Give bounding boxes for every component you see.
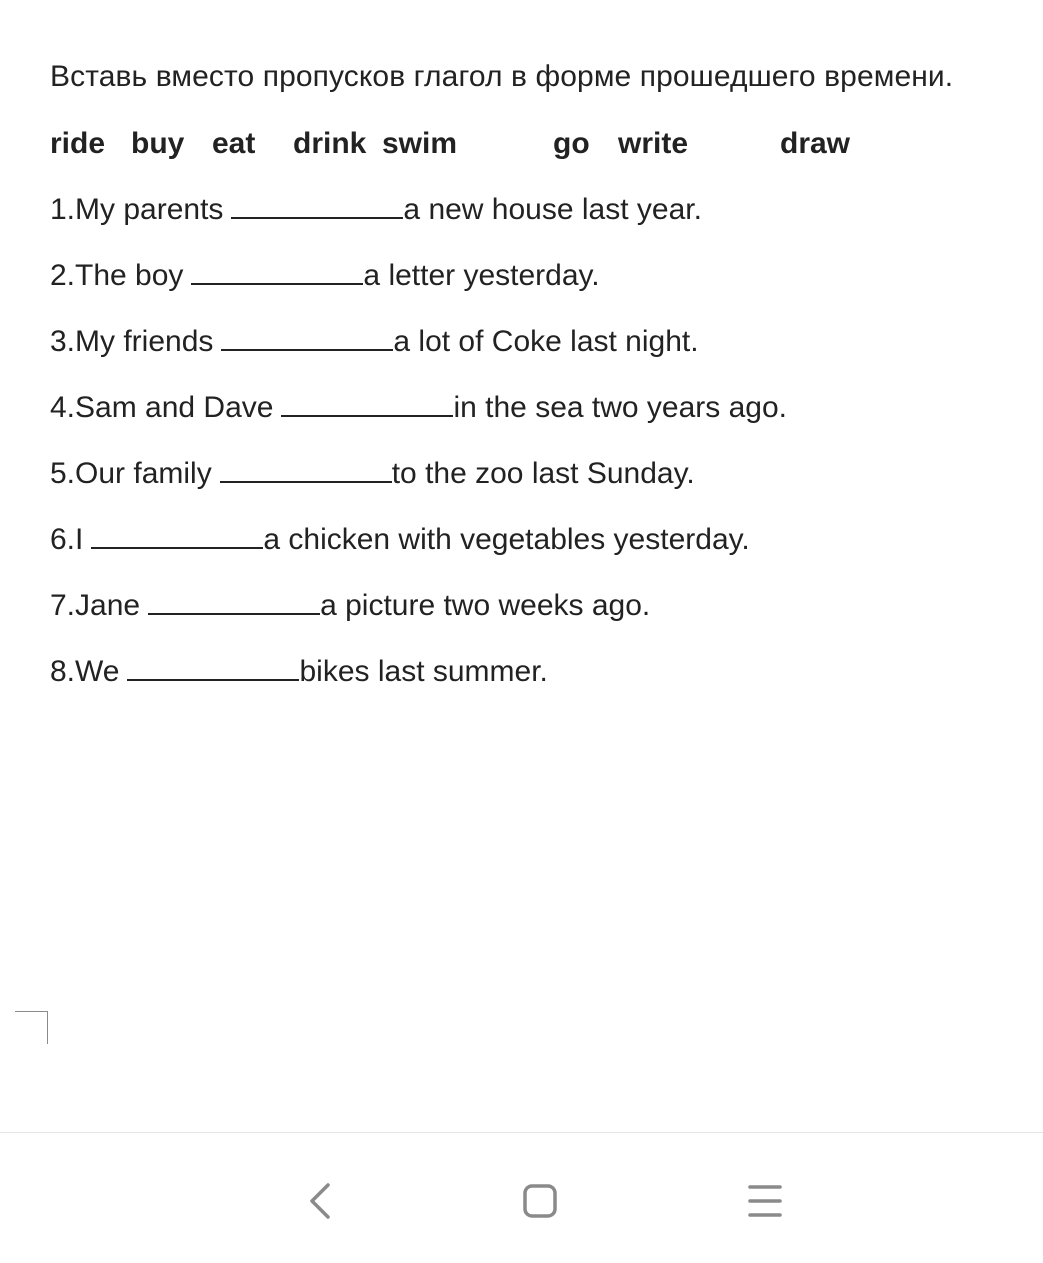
- answer-blank: [191, 253, 363, 285]
- sentence-start: 8.We: [50, 655, 120, 688]
- answer-blank: [220, 451, 392, 483]
- sentence-start: 6.I: [50, 523, 84, 556]
- three-lines-icon: [737, 1173, 793, 1229]
- word-bank-item: ride: [50, 127, 106, 160]
- sentence-end: a letter yesterday.: [363, 259, 600, 292]
- word-bank: [50, 121, 1040, 167]
- sentence: [50, 583, 1040, 649]
- sentence: [50, 517, 1040, 583]
- android-navigation-bar: [0, 1132, 1043, 1263]
- sentence-end: bikes last summer.: [299, 655, 548, 688]
- word-bank-item: buy: [131, 127, 185, 160]
- sentence: [50, 451, 1040, 517]
- sentence-end: a picture two weeks ago.: [320, 589, 651, 622]
- menu-button[interactable]: [737, 1173, 793, 1229]
- sentence-end: to the zoo last Sunday.: [391, 457, 695, 490]
- instruction-text: Вставь вместо пропусков глагол в форме прошедшего времени.: [50, 60, 954, 93]
- answer-blank: [127, 649, 299, 681]
- sentence-end: in the sea two years ago.: [453, 391, 787, 424]
- sentence-list: [50, 187, 1040, 715]
- sentence: [50, 253, 1040, 319]
- sentence-start: 3.My friends: [50, 325, 214, 358]
- sentence: [50, 187, 1040, 253]
- rounded-square-icon: [512, 1173, 568, 1229]
- answer-blank: [231, 187, 403, 219]
- word-bank-item: write: [618, 127, 689, 160]
- back-button[interactable]: [292, 1173, 348, 1229]
- sentence: [50, 649, 1040, 715]
- sentence-end: a lot of Coke last night.: [393, 325, 699, 358]
- sentence-start: 1.My parents: [50, 193, 224, 226]
- word-bank-item: swim: [382, 127, 458, 160]
- answer-blank: [91, 517, 263, 549]
- answer-blank: [281, 385, 453, 417]
- chevron-left-icon: [292, 1173, 348, 1229]
- answer-blank: [148, 583, 320, 615]
- sentence: [50, 319, 1040, 385]
- sentence-end: a new house last year.: [403, 193, 702, 226]
- sentence-start: 7.Jane: [50, 589, 141, 622]
- crop-corner-mark: [15, 1011, 48, 1044]
- sentence-start: 4.Sam and Dave: [50, 391, 274, 424]
- word-bank-item: drink: [293, 127, 367, 160]
- sentence-start: 5.Our family: [50, 457, 212, 490]
- sentence-start: 2.The boy: [50, 259, 184, 292]
- sentence: [50, 385, 1040, 451]
- word-bank-item: eat: [212, 127, 256, 160]
- worksheet: [50, 55, 1040, 715]
- answer-blank: [221, 319, 393, 351]
- word-bank-item: draw: [780, 127, 851, 160]
- sentence-end: a chicken with vegetables yesterday.: [263, 523, 750, 556]
- word-bank-item: go: [553, 127, 590, 160]
- home-button[interactable]: [512, 1173, 568, 1229]
